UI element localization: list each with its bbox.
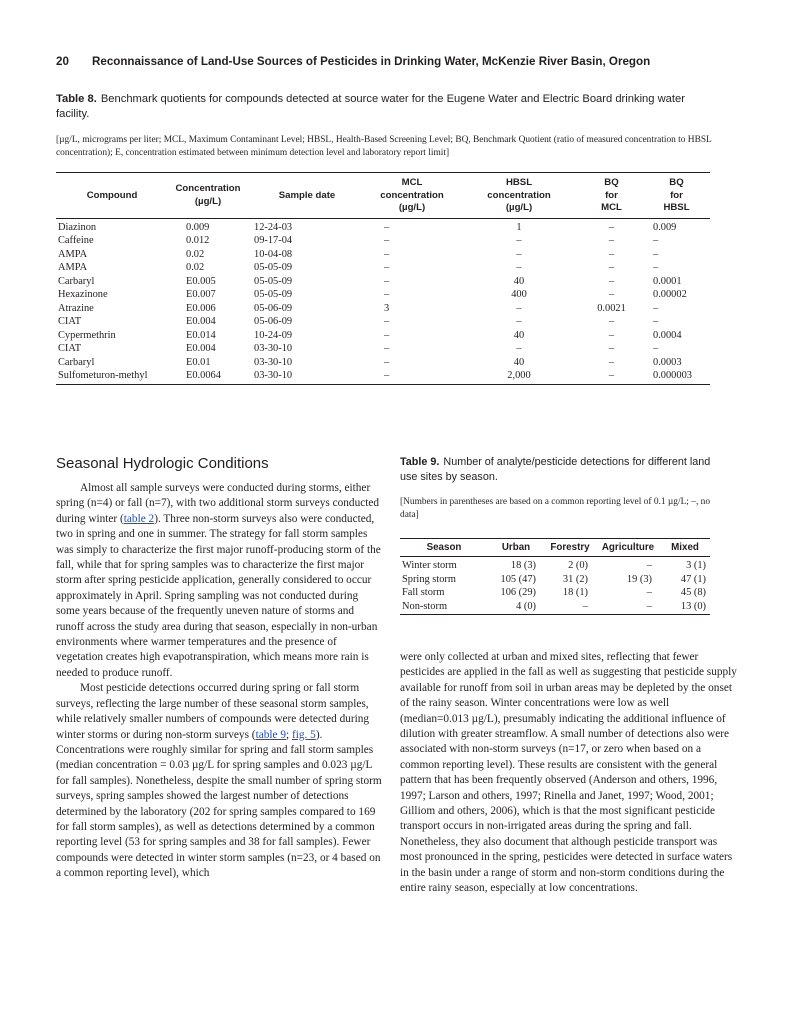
table8-cell-bq-mcl: – xyxy=(608,289,615,300)
table8-cell-hbsl: – xyxy=(516,343,522,354)
table9-cell-urban: 18 (3) xyxy=(510,560,536,571)
table9-row xyxy=(400,586,710,600)
table8-cell-compound: Hexazinone xyxy=(58,289,108,300)
left-column-text xyxy=(56,481,382,882)
table8-cell-compound: AMPA xyxy=(58,262,88,273)
table9-cell-urban: 105 (47) xyxy=(500,573,536,585)
table8-cell-compound: Sulfometuron-methyl xyxy=(56,369,168,384)
table8-cell-bq-mcl: – xyxy=(608,316,615,327)
table8-row xyxy=(56,342,710,356)
table8-cell-conc: E0.01 xyxy=(186,356,211,368)
table8-cell-hbsl: 40 xyxy=(513,275,525,287)
table8-cell-hbsl: – xyxy=(516,235,522,246)
table8-cell-bq-hbsl: – xyxy=(653,248,659,260)
table8-cell-conc: E0.006 xyxy=(186,302,216,314)
fig5-link[interactable]: fig. 5 xyxy=(291,728,316,741)
table9-row xyxy=(400,557,710,573)
table8-cell-date: 05-05-09 xyxy=(254,262,293,273)
paragraph-1: Almost all sample surveys were conducted during storms, either spring (n=4) or fall (n=7), with two additional storm surveys conducted during winter (table 2). Three non-storm surveys also were conducted, two in spring and one in summer. The strategy for fall storm samples was simply to characterize the first major runoff-producing storm of the fall, while that for spring samples was to characterize the first major storm after spring pesticide application, generally considered to occur approximately in April. Spring sampling was not conducted during some years because of the frequently uneven nature of storms and runoff across the study area during that season, especially in non-urban environments where warmer temperatures and the presence of vegetation creates high evapotranspiration, which means more rain is needed to produce runoff. xyxy=(56,482,381,679)
table8-cell-mcl: – xyxy=(366,369,458,384)
table8-cell-date: 09-17-04 xyxy=(254,235,293,246)
table9-cell-urban: 106 (29) xyxy=(500,587,536,598)
table8-cell-conc: 0.009 xyxy=(186,221,210,233)
table8-row xyxy=(56,275,710,289)
right-column-text xyxy=(400,650,738,897)
table8-cell-bq-hbsl: 0.0001 xyxy=(653,275,682,287)
table8-cell-date: 05-06-09 xyxy=(254,302,293,314)
table9-cell-forestry: 18 (1) xyxy=(562,587,588,598)
table8-cell-bq-mcl: – xyxy=(608,329,615,341)
table8-header-bq-mcl: BQ for MCL xyxy=(580,173,643,219)
table8-note: [µg/L, micrograms per liter; MCL, Maximum Contaminant Level; HBSL, Health-Based Screening Level; BQ, Benchmark Quotient (ratio of measured concentration to HBSL concentration); E, concentration estimated between minimum detection level and laboratory report limit] xyxy=(56,135,712,158)
table9-row xyxy=(400,573,710,587)
table8-cell-bq-mcl: – xyxy=(580,369,643,384)
table8-cell-conc: 0.012 xyxy=(186,235,210,246)
table8-cell-mcl: – xyxy=(384,235,390,246)
table9-cell-season: Spring storm xyxy=(402,573,456,585)
table8-cell-mcl: – xyxy=(384,316,390,327)
table8-cell-mcl: – xyxy=(384,289,390,300)
table8-cell-date: 03-30-10 xyxy=(254,356,293,368)
table8-cell-mcl: – xyxy=(384,262,390,273)
table8-row xyxy=(56,248,710,262)
table8-row xyxy=(56,302,710,316)
table8-cell-hbsl: – xyxy=(516,316,522,327)
table8-cell-mcl: – xyxy=(384,329,390,341)
table9-cell-mixed: 45 (8) xyxy=(680,587,706,598)
table8-row xyxy=(56,234,710,248)
table8-cell-mcl: – xyxy=(384,248,390,260)
table8-cell-compound: CIAT xyxy=(58,343,82,354)
table9-cell-season: Winter storm xyxy=(402,560,457,571)
table9-cell-mixed: 13 (0) xyxy=(660,600,710,615)
table9-cell-agriculture: – xyxy=(596,600,660,615)
table9-header-mixed: Mixed xyxy=(660,539,710,557)
table9-header-agriculture: Agriculture xyxy=(596,539,660,557)
table8-cell-compound: Cypermethrin xyxy=(58,329,116,341)
table8-header-concentration: Concentration (µg/L) xyxy=(168,173,248,219)
table8-cell-mcl: – xyxy=(384,356,390,368)
table8-cell-conc: E0.004 xyxy=(186,316,216,327)
table8-cell-bq-hbsl: – xyxy=(653,316,659,327)
table8-cell-mcl: – xyxy=(384,343,390,354)
table8-cell-conc: E0.014 xyxy=(186,329,216,341)
table8-cell-compound: CIAT xyxy=(58,316,82,327)
table8-caption xyxy=(56,92,716,122)
table9 xyxy=(400,538,710,615)
table8-cell-hbsl: 1 xyxy=(516,221,522,233)
table8-cell-bq-mcl: – xyxy=(608,248,615,260)
table9-cell-agriculture: 19 (3) xyxy=(626,573,652,585)
table8-cell-bq-hbsl: 0.009 xyxy=(653,221,677,233)
table9-header-season: Season xyxy=(400,539,488,557)
table8-cell-bq-hbsl: – xyxy=(653,262,659,273)
table8-cell-bq-hbsl: – xyxy=(653,235,659,246)
table8-cell-bq-mcl: 0.0021 xyxy=(597,302,626,314)
table8-header-compound: Compound xyxy=(56,173,168,219)
table9-cell-mixed: 3 (1) xyxy=(686,560,706,571)
running-title: Reconnaissance of Land-Use Sources of Pesticides in Drinking Water, McKenzie River Basin, Oregon xyxy=(92,55,651,68)
table8-cell-compound: AMPA xyxy=(58,248,88,260)
table8-cell-conc: E0.004 xyxy=(186,343,216,354)
table8-cell-bq-hbsl: 0.0003 xyxy=(653,356,682,368)
table8-header-sample-date: Sample date xyxy=(248,173,366,219)
table9-row xyxy=(400,600,710,615)
table8-cell-compound: Caffeine xyxy=(58,235,94,246)
table8-cell-bq-mcl: – xyxy=(608,235,615,246)
table8-cell-date: 12-24-03 xyxy=(254,221,293,233)
paragraph-2: Most pesticide detections occurred during spring or fall storm surveys, reflecting the large number of these seasonal storm samples, while relatively smaller numbers of compounds were detected during winter storms or during non-storm surveys (table 9; fig. 5). Concentrations were roughly similar for spring and fall storm samples (median concentration = 0.03 µg/L for spring samples and 0.023 µg/L for fall samples). Nonetheless, despite the small number of spring storm surveys, spring samples showed the largest number of detections determined by the laboratory (202 for spring samples compared to 169 for fall storm samples), as well as detections determined by a common reporting level (53 for spring samples and 38 for fall samples). Fewer compounds were detected in winter storm samples (n=23, or 4 based on a common reporting level), which xyxy=(56,682,382,880)
table8-header-hbsl: HBSL concentration (µg/L) xyxy=(458,173,580,219)
table8-row xyxy=(56,356,710,370)
table9-cell-mixed: 47 (1) xyxy=(680,573,706,585)
page-number: 20 xyxy=(56,55,69,68)
table8-cell-compound: Atrazine xyxy=(58,302,94,314)
table8-cell-mcl: – xyxy=(384,221,390,233)
table9-cell-agriculture: – xyxy=(646,587,652,598)
table9-caption xyxy=(400,455,718,485)
table9-header-urban: Urban xyxy=(488,539,544,557)
running-header xyxy=(56,55,746,68)
table8-cell-bq-mcl: – xyxy=(608,343,615,354)
table8-cell-hbsl: – xyxy=(516,248,522,260)
table8-cell-bq-mcl: – xyxy=(608,356,615,368)
table2-link[interactable]: table 2 xyxy=(123,512,155,525)
table8-cell-date: 05-06-09 xyxy=(254,316,293,327)
paragraph-3: were only collected at urban and mixed sites, reflecting that fewer pesticides are applied in the fall as well as suggesting that pesticide supply available for runoff from soil in urban areas may be depleted by the onset of the rainy season. Winter concentrations were low as well (median=0.013 µg/L), presumably indicating the additional influence of dilution with greater streamflow. A small number of detections also were associated with non-storm surveys (n=17, or zero when based on a common reporting level). These results are consistent with the general pattern that has been frequently observed (Anderson and others, 1996, 1997; Larson and others, 1997; Rinella and Janet, 1997; Wood, 2001; Gilliom and others, 2006), which is that the most significant pesticide transport occurs in non-irrigated areas during the spring and fall. Nonetheless, they also document that although pesticide transport was most pronounced in the spring, pesticides were detected in surface waters in the basin under a range of storm and non-storm conditions during the entire rainy season, especially at low concentrations. xyxy=(400,651,737,895)
table8-cell-date: 05-05-09 xyxy=(254,289,293,300)
table8-cell-conc: E0.005 xyxy=(186,275,216,287)
table8-label: Table 8. xyxy=(56,93,97,105)
table8-caption-text: Benchmark quotients for compounds detected at source water for the Eugene Water and Electric Board drinking water facility. xyxy=(56,93,685,120)
table8-cell-bq-mcl: – xyxy=(608,262,615,273)
table8-row xyxy=(56,218,710,234)
table8-cell-date: 10-04-08 xyxy=(254,248,293,260)
table8-cell-bq-hbsl: 0.00002 xyxy=(653,289,687,300)
table8-cell-hbsl: 400 xyxy=(511,289,527,300)
table9-cell-forestry: 2 (0) xyxy=(568,560,588,571)
table8-row xyxy=(56,369,710,384)
table8-cell-hbsl: 40 xyxy=(513,329,525,341)
table8-cell-hbsl: – xyxy=(516,302,522,314)
table9-label: Table 9. xyxy=(400,456,440,468)
table8-cell-bq-mcl: – xyxy=(608,275,615,287)
table8-cell-hbsl: – xyxy=(516,262,522,273)
table9-cell-season: Fall storm xyxy=(402,587,445,598)
table9-link[interactable]: table 9 xyxy=(255,728,286,741)
table9-cell-urban: 4 (0) xyxy=(488,600,544,615)
table8-cell-bq-hbsl: 0.0004 xyxy=(653,329,682,341)
table8-row xyxy=(56,315,710,329)
table9-header-forestry: Forestry xyxy=(544,539,596,557)
table8-header-bq-hbsl: BQ for HBSL xyxy=(643,173,710,219)
table9-note: [Numbers in parentheses are based on a common reporting level of 0.1 µg/L; –, no data] xyxy=(400,497,711,520)
table8 xyxy=(56,172,710,385)
table8-cell-date: 10-24-09 xyxy=(254,329,293,341)
table8-cell-compound: Carbaryl xyxy=(58,356,95,368)
table8-cell-mcl: – xyxy=(384,275,390,287)
table8-header-row xyxy=(56,173,710,219)
table8-cell-date: 03-30-10 xyxy=(248,369,366,384)
table8-cell-compound: Carbaryl xyxy=(58,275,95,287)
table8-cell-bq-hbsl: – xyxy=(653,302,659,314)
table8-cell-hbsl: 2,000 xyxy=(458,369,580,384)
table8-cell-mcl: 3 xyxy=(384,302,390,314)
section-heading: Seasonal Hydrologic Conditions xyxy=(56,455,269,472)
table8-cell-conc: E0.007 xyxy=(186,289,216,300)
table8-cell-date: 05-05-09 xyxy=(254,275,293,287)
table9-caption-text: Number of analyte/pesticide detections for different land use sites by season. xyxy=(400,456,711,483)
table8-row xyxy=(56,288,710,302)
table8-cell-conc: 0.02 xyxy=(186,248,205,260)
table9-header-row xyxy=(400,539,710,557)
table8-cell-conc: E0.0064 xyxy=(168,369,248,384)
table9-cell-season: Non-storm xyxy=(400,600,488,615)
table8-cell-conc: 0.02 xyxy=(186,262,205,273)
table8-row xyxy=(56,329,710,343)
table8-row xyxy=(56,261,710,275)
table8-cell-compound: Diazinon xyxy=(58,221,97,233)
table8-cell-bq-mcl: – xyxy=(608,221,615,233)
table9-cell-forestry: – xyxy=(544,600,596,615)
table8-cell-bq-hbsl: 0.000003 xyxy=(643,369,710,384)
table8-cell-bq-hbsl: – xyxy=(653,343,659,354)
table9-cell-agriculture: – xyxy=(646,560,652,571)
table8-header-mcl: MCL concentration (µg/L) xyxy=(366,173,458,219)
table8-cell-date: 03-30-10 xyxy=(254,343,293,354)
table9-cell-forestry: 31 (2) xyxy=(562,573,588,585)
table8-cell-hbsl: 40 xyxy=(513,356,525,368)
